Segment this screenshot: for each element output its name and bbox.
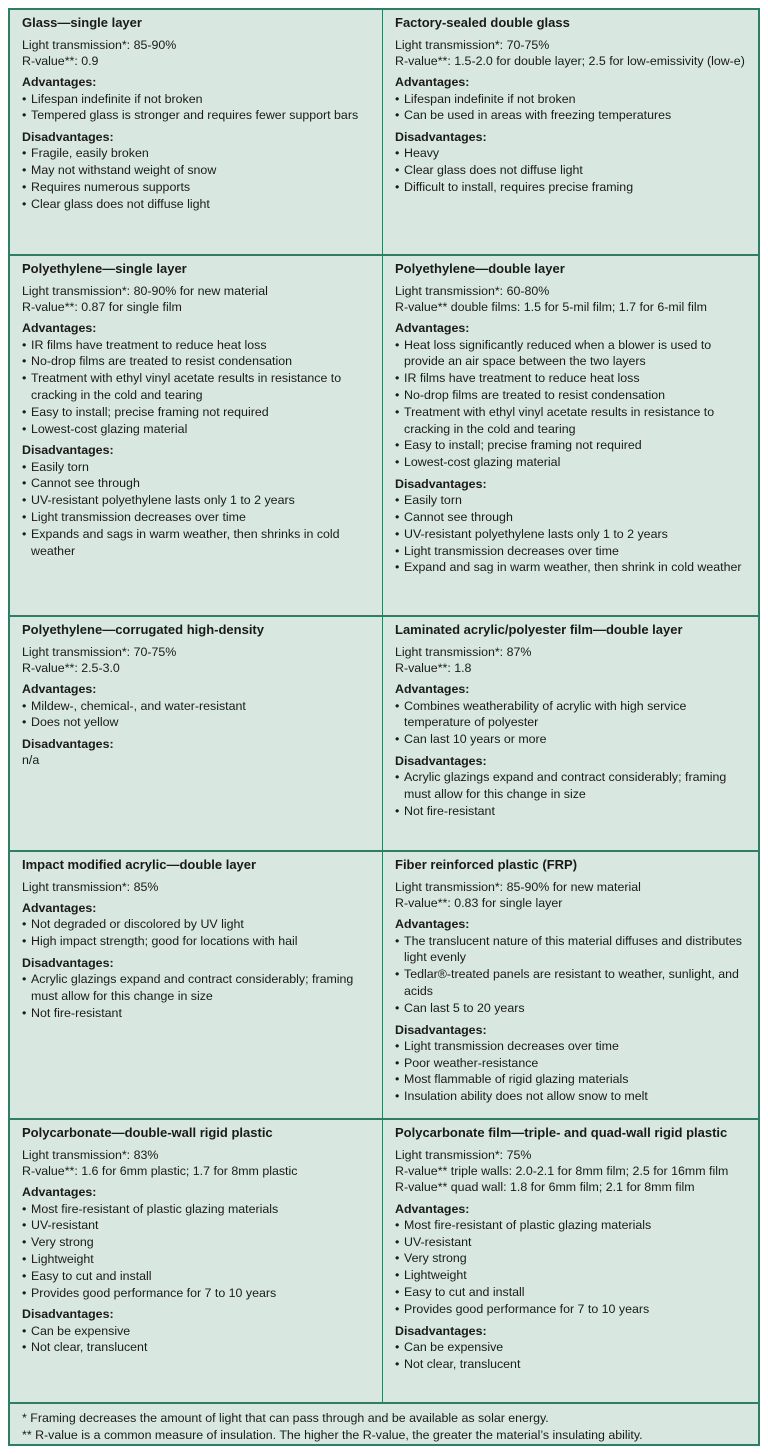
material-cell <box>10 852 382 1118</box>
advantage-item: • Very strong <box>395 1250 748 1267</box>
spec-line: Light transmission*: 87% <box>395 645 532 659</box>
disadvantages-heading: Disadvantages: <box>395 1022 487 1037</box>
advantage-item: • Does not yellow <box>22 714 372 731</box>
advantage-item: • Can be used in areas with freezing temperatures <box>395 107 748 124</box>
spec-line: R-value**: 1.6 for 6mm plastic; 1.7 for 8mm plastic <box>22 1164 298 1179</box>
advantages-heading: Advantages: <box>395 682 470 697</box>
material-cell <box>10 10 382 254</box>
advantage-item: • Tedlar®-treated panels are resistant to weather, sunlight, and acids <box>395 966 748 1000</box>
spec-line: R-value** double films: 1.5 for 5-mil film; 1.7 for 6-mil film <box>395 300 707 315</box>
disadvantages-text: n/a <box>22 753 40 768</box>
disadvantage-item: • Clear glass does not diffuse light <box>22 196 372 213</box>
advantage-item: • Lowest-cost glazing material <box>22 421 372 438</box>
disadvantage-item: • Can be expensive <box>395 1339 748 1356</box>
advantage-item: • UV-resistant <box>22 1217 372 1234</box>
disadvantages-list <box>395 769 748 819</box>
disadvantages-list <box>22 459 372 560</box>
disadvantages-list <box>22 145 372 212</box>
disadvantage-item: • Expand and sag in warm weather, then shrink in cold weather <box>395 559 748 576</box>
advantages-heading: Advantages: <box>22 75 97 90</box>
advantages-heading: Advantages: <box>22 321 97 336</box>
advantage-item: • High impact strength; good for locations with hail <box>22 933 372 950</box>
material-title: Impact modified acrylic—double layer <box>22 857 257 872</box>
material-cell <box>383 1120 758 1402</box>
glazing-comparison-table <box>8 8 760 1446</box>
material-cell <box>383 617 758 850</box>
advantages-list <box>22 1201 372 1302</box>
material-title: Polycarbonate—double-wall rigid plastic <box>22 1125 273 1140</box>
advantage-item: • Provides good performance for 7 to 10 years <box>22 1285 372 1302</box>
material-title: Polycarbonate film—triple- and quad-wall rigid plastic <box>395 1125 728 1140</box>
disadvantage-item: • Cannot see through <box>395 509 748 526</box>
material-title: Glass—single layer <box>22 15 142 30</box>
advantage-item: • UV-resistant <box>395 1234 748 1251</box>
material-cell <box>383 256 758 615</box>
disadvantage-item: • UV-resistant polyethylene lasts only 1 to 2 years <box>22 492 372 509</box>
disadvantage-item: • Difficult to install, requires precise framing <box>395 179 748 196</box>
advantage-item: • Easy to install; precise framing not required <box>22 404 372 421</box>
material-title: Polyethylene—single layer <box>22 261 187 276</box>
disadvantage-item: • Not fire-resistant <box>395 803 748 820</box>
advantage-item: • Easy to install; precise framing not required <box>395 437 748 454</box>
spec-line: Light transmission*: 75% <box>395 1148 532 1162</box>
disadvantage-item: • Light transmission decreases over time <box>22 509 372 526</box>
spec-line: Light transmission*: 85-90% for new material <box>395 880 641 894</box>
advantage-item: • Lifespan indefinite if not broken <box>22 91 372 108</box>
material-cell <box>10 1120 382 1402</box>
disadvantage-item: • Poor weather-resistance <box>395 1055 748 1072</box>
disadvantage-item: • Not clear, translucent <box>22 1339 372 1356</box>
disadvantage-item: • Easily torn <box>22 459 372 476</box>
advantage-item: • Easy to cut and install <box>22 1268 372 1285</box>
disadvantage-item: • Easily torn <box>395 492 748 509</box>
advantages-heading: Advantages: <box>395 75 470 90</box>
disadvantages-heading: Disadvantages: <box>22 737 114 752</box>
material-title: Laminated acrylic/polyester film—double layer <box>395 622 683 637</box>
disadvantage-item: • Not clear, translucent <box>395 1356 748 1373</box>
disadvantage-item: • Acrylic glazings expand and contract considerably; framing must allow for this change in size <box>22 971 372 1005</box>
advantages-list <box>22 916 372 950</box>
disadvantages-heading: Disadvantages: <box>395 754 487 768</box>
advantages-list <box>395 1217 748 1318</box>
advantages-heading: Advantages: <box>395 917 470 932</box>
material-cell <box>383 10 758 254</box>
disadvantage-item: • Expands and sags in warm weather, then shrinks in cold weather <box>22 526 372 560</box>
advantage-item: • Heat loss significantly reduced when a blower is used to provide an air space between the two layers <box>395 337 748 371</box>
spec-line: R-value**: 0.9 <box>22 54 99 69</box>
advantage-item: • Most fire-resistant of plastic glazing materials <box>22 1201 372 1218</box>
advantages-list <box>395 698 748 748</box>
disadvantage-item: • May not withstand weight of snow <box>22 162 372 179</box>
advantages-heading: Advantages: <box>22 682 97 697</box>
disadvantages-list <box>22 971 372 1021</box>
advantage-item: • Can last 5 to 20 years <box>395 1000 748 1017</box>
spec-line: R-value**: 0.83 for single layer <box>395 896 563 911</box>
disadvantage-item: • Not fire-resistant <box>22 1005 372 1022</box>
advantage-item: • Treatment with ethyl vinyl acetate results in resistance to cracking in the cold and tearing <box>395 404 748 438</box>
spec-line: R-value**: 1.5-2.0 for double layer; 2.5 for low-emissivity (low-e) <box>395 54 745 69</box>
advantage-item: • The translucent nature of this material diffuses and distributes light evenly <box>395 933 748 967</box>
spec-line: Light transmission*: 85-90% <box>22 38 177 52</box>
advantage-item: • Lowest-cost glazing material <box>395 454 748 471</box>
advantages-list <box>22 698 372 732</box>
advantage-item: • Not degraded or discolored by UV light <box>22 916 372 933</box>
disadvantage-item: • Requires numerous supports <box>22 179 372 196</box>
footnotes <box>10 1404 758 1443</box>
advantage-item: • Treatment with ethyl vinyl acetate results in resistance to cracking in the cold and tearing <box>22 370 372 404</box>
material-title: Polyethylene—double layer <box>395 261 565 276</box>
spec-line: Light transmission*: 70-75% <box>395 38 550 52</box>
advantage-item: • Lightweight <box>22 1251 372 1268</box>
advantage-item: • Lightweight <box>395 1267 748 1284</box>
spec-line: Light transmission*: 70-75% <box>22 645 177 659</box>
material-cell <box>383 852 758 1118</box>
disadvantage-item: • Most flammable of rigid glazing materials <box>395 1071 748 1088</box>
advantage-item: • IR films have treatment to reduce heat loss <box>22 337 372 354</box>
material-cell <box>10 617 382 850</box>
disadvantage-item: • UV-resistant polyethylene lasts only 1 to 2 years <box>395 526 748 543</box>
advantage-item: • Most fire-resistant of plastic glazing materials <box>395 1217 748 1234</box>
spec-line: Light transmission*: 83% <box>22 1148 159 1162</box>
footnote-r-value: ** R-value is a common measure of insulation. The higher the R-value, the greater the material’s insulating ability. <box>22 1427 643 1442</box>
advantage-item: • Easy to cut and install <box>395 1284 748 1301</box>
spec-line: R-value** quad wall: 1.8 for 6mm film; 2.1 for 8mm film <box>395 1180 695 1195</box>
advantages-list <box>395 91 748 125</box>
disadvantages-heading: Disadvantages: <box>22 1307 114 1322</box>
material-title: Fiber reinforced plastic (FRP) <box>395 857 578 872</box>
disadvantages-list <box>22 1323 372 1357</box>
spec-line: Light transmission*: 60-80% <box>395 284 550 298</box>
spec-line: Light transmission*: 80-90% for new material <box>22 284 268 298</box>
advantage-item: • No-drop films are treated to resist condensation <box>395 387 748 404</box>
advantages-list <box>22 91 372 125</box>
advantages-heading: Advantages: <box>395 1201 470 1216</box>
disadvantages-list <box>395 145 748 195</box>
material-title: Factory-sealed double glass <box>395 15 570 30</box>
advantage-item: • Provides good performance for 7 to 10 years <box>395 1301 748 1318</box>
advantage-item: • Very strong <box>22 1234 372 1251</box>
advantages-list <box>395 337 748 471</box>
advantages-heading: Advantages: <box>22 1185 97 1200</box>
disadvantage-item: • Can be expensive <box>22 1323 372 1340</box>
disadvantage-item: • Cannot see through <box>22 475 372 492</box>
advantage-item: • Tempered glass is stronger and requires fewer support bars <box>22 107 372 124</box>
disadvantage-item: • Fragile, easily broken <box>22 145 372 162</box>
disadvantage-item: • Heavy <box>395 145 748 162</box>
disadvantage-item: • Acrylic glazings expand and contract considerably; framing must allow for this change in size <box>395 769 748 803</box>
material-title: Polyethylene—corrugated high-density <box>22 622 264 637</box>
advantage-item: • Lifespan indefinite if not broken <box>395 91 748 108</box>
spec-line: R-value** triple walls: 2.0-2.1 for 8mm film; 2.5 for 16mm film <box>395 1164 729 1179</box>
disadvantages-heading: Disadvantages: <box>395 1323 487 1338</box>
disadvantages-heading: Disadvantages: <box>22 443 114 458</box>
disadvantage-item: • Light transmission decreases over time <box>395 543 748 560</box>
disadvantage-item: • Light transmission decreases over time <box>395 1038 748 1055</box>
disadvantages-list <box>395 492 748 576</box>
disadvantages-heading: Disadvantages: <box>395 130 487 145</box>
advantage-item: • Mildew-, chemical-, and water-resistant <box>22 698 372 715</box>
footnote-framing: * Framing decreases the amount of light that can pass through and be available as solar energy. <box>22 1411 549 1425</box>
spec-line: Light transmission*: 85% <box>22 880 159 894</box>
disadvantage-item: • Insulation ability does not allow snow to melt <box>395 1088 748 1105</box>
spec-line: R-value**: 1.8 <box>395 661 472 676</box>
disadvantages-list <box>395 1339 748 1373</box>
disadvantage-item: • Clear glass does not diffuse light <box>395 162 748 179</box>
advantages-list <box>22 337 372 438</box>
advantage-item: • Can last 10 years or more <box>395 731 748 748</box>
advantage-item: • No-drop films are treated to resist condensation <box>22 353 372 370</box>
advantages-heading: Advantages: <box>395 321 470 336</box>
advantages-list <box>395 933 748 1017</box>
disadvantages-heading: Disadvantages: <box>395 476 487 491</box>
advantages-heading: Advantages: <box>22 901 97 916</box>
disadvantages-heading: Disadvantages: <box>22 130 114 145</box>
material-cell <box>10 256 382 615</box>
disadvantages-heading: Disadvantages: <box>22 956 114 970</box>
advantage-item: • Combines weatherability of acrylic with high service temperature of polyester <box>395 698 748 732</box>
disadvantages-list <box>395 1038 748 1105</box>
spec-line: R-value**: 0.87 for single film <box>22 300 182 315</box>
spec-line: R-value**: 2.5-3.0 <box>22 661 120 676</box>
advantage-item: • IR films have treatment to reduce heat loss <box>395 370 748 387</box>
